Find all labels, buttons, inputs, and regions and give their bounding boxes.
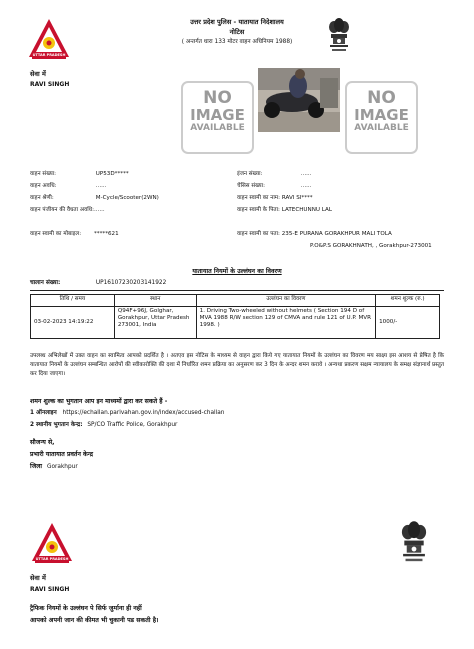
no-image-left <box>180 80 255 158</box>
offline-payment-label: 2 स्थानीय भुगतान केन्द्र: <box>30 422 83 428</box>
district-row <box>30 463 78 471</box>
logo-text: UTTAR PRADESH <box>32 53 66 57</box>
placeholder-text-6: AVAILABLE <box>354 122 409 133</box>
col-datetime: तिथि / समय <box>31 295 115 307</box>
notice-subtitle: ( अन्तर्गत धारा 133 मोटर वाहन अधिनियम 1988) <box>181 39 293 46</box>
officer-title: प्रभारी यातायात प्रवर्तन केन्द्र <box>30 451 93 458</box>
placeholder-text-3: AVAILABLE <box>190 122 245 133</box>
safety-slogan-1: ट्रैफिक नियमों के उल्लंघन पे सिर्फ जुर्माना ही नहीं <box>30 605 142 612</box>
district-value: Gorakhpur <box>46 464 78 470</box>
challan-row <box>30 280 166 287</box>
vehicle-number-label: वाहन संख्या: <box>30 171 57 177</box>
table-row <box>31 307 440 339</box>
payment-heading: शमन शुल्क का भुगतान आप इन माध्यमों द्वारा कर सकते हैं - <box>30 398 168 405</box>
notice-title: नोटिस <box>229 28 245 37</box>
owner-mobile-label: वाहन स्वामी का मोबाइल: <box>30 231 82 237</box>
national-emblem-icon-footer <box>398 520 430 569</box>
offline-payment-value: SP/CO Traffic Police, Gorakhpur <box>87 422 178 428</box>
col-place: स्थान <box>114 295 196 307</box>
owner-address-value: 235-E PURANA GORAKHPUR MALI TOLA <box>281 231 392 237</box>
vehicle-category-label: वाहन श्रेणी: <box>30 195 54 201</box>
footer-addressee-label: सेवा में <box>30 574 46 582</box>
engine-number-label: इंजन संख्या: <box>237 171 263 177</box>
up-police-logo-footer <box>31 522 73 567</box>
owner-name-label: वाहन स्वामी का नाम: <box>237 195 281 201</box>
placeholder-text-4: NO <box>367 88 396 108</box>
violation-place: Q94F+96J, Golghar, Gorakhpur, Uttar Pradesh 273001, India <box>114 307 196 339</box>
vehicle-number-row <box>30 171 129 178</box>
chassis-number-value: ...... <box>300 183 312 189</box>
district-label: जिला <box>30 463 42 470</box>
violation-section-title: यातायात नियमों के उल्लंघन का विवरण <box>192 268 282 275</box>
vehicle-duration-row <box>30 183 106 190</box>
addressee-name: RAVI SINGH <box>30 81 70 88</box>
no-image-right <box>344 80 419 158</box>
violation-description: 1. Driving Two-wheeled without helmets ( Section 194 D of MVA 1988 R/W section 129 of CMVA and rule 121 of U.P. MVR 1998. ) <box>196 307 375 339</box>
owner-mobile-value: *****621 <box>94 231 119 237</box>
challan-number: UP16107230203141922 <box>95 280 167 286</box>
violation-photo <box>258 68 340 135</box>
courtesy-line: सौजन्य से, <box>30 439 55 446</box>
challan-label: चालान संख्या: <box>30 280 61 286</box>
vehicle-duration-value: ...... <box>95 183 107 189</box>
owner-address-line2: P.O&P.S GORAKHNATH, , Gorakhpur-273001 <box>310 243 432 249</box>
owner-address-label: वाहन स्वामी का पता: <box>237 231 280 237</box>
col-fine: शमन शुल्क (रु.) <box>376 295 440 307</box>
owner-name-value: RAVI SI**** <box>281 195 313 201</box>
owner-father-label: वाहन स्वामी के पिता: <box>237 207 280 213</box>
owner-father-row <box>237 207 332 214</box>
footer-addressee-name: RAVI SINGH <box>30 586 70 593</box>
addressee-label: सेवा में <box>30 70 46 78</box>
notice-body-text: उपलब्ध अभिलेखों में उक्त वाहन का स्वामित्व आपको प्रदर्शित है । अतएव इस नोटिस के माध्यम से वाहन द्वारा किये गए यातायात नियमों के उल्लंघन का विवरण मय साक्ष्य इस आशय से प्रेषित है कि यातायात नियमों के उल्लंघन सम्बन्धित आरोपों की स्वीकारोक्ति की दशा में निर्धारित शमन प्रक्रिया का अनुसरण कर 3 दिन के अन्दर शमन करावे । अन्यथा प्रकरण सक्षम न्यायालय के समक्ष संज्ञानार्थ प्रस्तुत कर दिया जाएगा। <box>30 353 444 378</box>
violation-table-header <box>31 295 440 307</box>
offline-payment-row <box>30 422 177 429</box>
vehicle-category-value: M-Cycle/Scooter(2WN) <box>95 195 159 201</box>
violation-datetime: 03-02-2023 14:19:22 <box>31 307 115 339</box>
placeholder-text-5: IMAGE <box>354 105 409 124</box>
violation-table <box>30 294 440 339</box>
registration-validity-value: ...... <box>94 207 105 213</box>
col-description: उल्लंघन का विवरण <box>196 295 375 307</box>
online-payment-label: 1 ऑनलाइन <box>30 410 57 416</box>
engine-number-row <box>237 171 311 178</box>
online-payment-link[interactable]: https://echallan.parivahan.gov.in/index/accused-challan <box>62 410 225 416</box>
vehicle-duration-label: वाहन अवधि: <box>30 183 57 189</box>
registration-validity-label: वाहन पंजीयन की वैधता अवधि: <box>30 207 94 213</box>
owner-name-row <box>237 195 313 202</box>
online-payment-row <box>30 410 224 417</box>
placeholder-text-1: NO <box>203 88 232 108</box>
section-divider <box>30 290 444 291</box>
national-emblem-icon <box>326 17 352 58</box>
vehicle-category-row <box>30 195 159 202</box>
logo-text-footer: UTTAR PRADESH <box>35 557 69 561</box>
owner-address-row <box>237 231 392 238</box>
dept-name: उत्तर प्रदेश पुलिस - यातायात निदेशालय <box>190 18 284 26</box>
placeholder-text-2: IMAGE <box>190 105 245 124</box>
owner-father-value: LATECHUNNU LAL <box>281 207 332 213</box>
vehicle-number-value: UP53D***** <box>95 171 129 177</box>
up-police-logo <box>28 18 70 63</box>
chassis-number-label: चेसिस संख्या: <box>237 183 265 189</box>
violation-fine: 1000/- <box>376 307 440 339</box>
chassis-number-row <box>237 183 311 190</box>
engine-number-value: ...... <box>300 171 312 177</box>
safety-slogan-2: आपको अपनी जान की कीमत भी चुकानी पड सकती है। <box>30 617 159 624</box>
